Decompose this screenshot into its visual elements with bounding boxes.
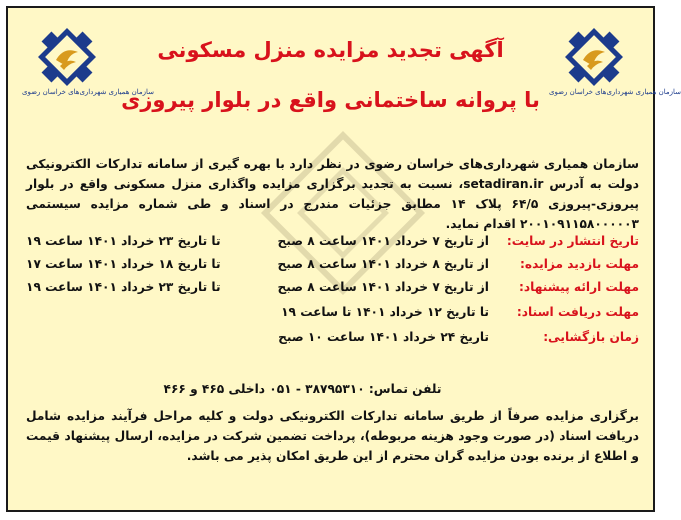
logo-left <box>22 28 155 96</box>
ad-frame <box>6 6 681 512</box>
schedule-from: از تاریخ ۸ خرداد ۱۴۰۱ ساعت ۸ صبح <box>277 257 489 271</box>
schedule-label: مهلت بازدید مزایده: <box>520 257 639 271</box>
schedule-label: تاریخ انتشار در سایت: <box>506 234 639 248</box>
schedule-from: تاریخ ۲۴ خرداد ۱۴۰۱ ساعت ۱۰ صبح <box>278 330 489 344</box>
schedule-row <box>26 305 639 325</box>
schedule-row <box>26 330 639 350</box>
schedule-label: مهلت ارائه پیشنهاد: <box>519 280 639 294</box>
schedule-to: تا تاریخ ۱۸ خرداد ۱۴۰۱ ساعت ۱۷ <box>26 257 221 271</box>
schedule-to: تا تاریخ ۲۳ خرداد ۱۴۰۱ ساعت ۱۹ <box>26 280 221 294</box>
schedule-row <box>26 257 639 277</box>
schedule-row <box>26 280 639 300</box>
ad-title-line-2: با پروانه ساختمانی واقع در بلوار پیروزی <box>121 88 540 112</box>
logo-caption: سازمان همیاری شهرداری‌های خراسان رضوی <box>22 88 155 96</box>
logo-right <box>549 28 681 96</box>
contact-phone: تلفن تماس: ۳۸۷۹۵۳۱۰ - ۰۵۱ داخلی ۴۶۵ و ۴۶۶ <box>163 382 442 396</box>
schedule-from: از تاریخ ۷ خرداد ۱۴۰۱ ساعت ۸ صبح <box>277 280 489 294</box>
schedule-to: تا تاریخ ۲۳ خرداد ۱۴۰۱ ساعت ۱۹ <box>26 234 221 248</box>
closing-paragraph: برگزاری مزایده صرفاً از طریق سامانه تدارکات الکترونیکی دولت و کلیه مراحل فرآیند مزایده شامل دریافت اسناد (در صورت وجود هزینه مربوطه)، پرداخت تضمین شرکت در مزایده، ارسال پیشنهاد قیمت و اطلاع از برنده بودن مزایده گران محترم از این طریق امکان پذیر می باشد. <box>26 409 639 463</box>
organization-emblem-icon <box>565 28 623 86</box>
schedule-from: تا تاریخ ۱۲ خرداد ۱۴۰۱ تا ساعت ۱۹ <box>281 305 489 319</box>
schedule-label: زمان بازگشایی: <box>543 330 639 344</box>
organization-emblem-icon <box>38 28 96 86</box>
schedule-table <box>26 234 639 374</box>
intro-paragraph: سازمان همیاری شهرداری‌های خراسان رضوی در نظر دارد با بهره گیری از سامانه تدارکات الکترونیکی دولت به آدرس setadiran.ir، نسبت به تجدید برگزاری مزایده واگذاری منزل مسکونی واقع در بلوار پیروزی-پیروزی ۶۴/۵ پلاک ۱۴ مطابق جزئیات مندرج در اسناد و طی شماره مزایده سیستمی ۲۰۰۱۰۹۱۱۵۸۰۰۰۰۰۳ اقدام نماید. <box>26 157 640 231</box>
schedule-row <box>26 234 639 254</box>
schedule-from: از تاریخ ۷ خرداد ۱۴۰۱ ساعت ۸ صبح <box>277 234 489 248</box>
ad-title-line-1: آگهی تجدید مزایده منزل مسکونی <box>157 38 504 62</box>
schedule-label: مهلت دریافت اسناد: <box>516 305 639 319</box>
logo-caption: سازمان همیاری شهرداری‌های خراسان رضوی <box>549 88 681 96</box>
